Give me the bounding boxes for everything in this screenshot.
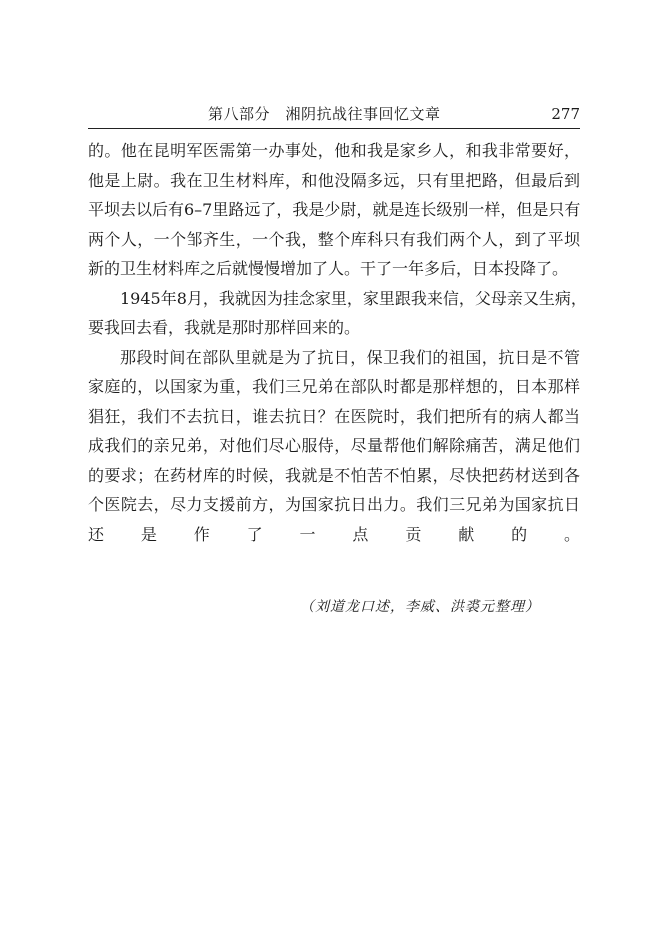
text-line: 个医院去，尽力支援前方，为国家抗日出力。我们三兄弟为国家抗日 (88, 495, 580, 514)
running-header (88, 104, 580, 126)
text-line: 还是作了一点贡献的。 (88, 524, 580, 544)
attribution: （刘道龙口述，李威、洪裘元整理） (300, 599, 540, 615)
body-text (88, 136, 587, 549)
text-line: 他是上尉。我在卫生材料库，和他没隔多远，只有里把路，但最后到 (88, 170, 580, 190)
text-line: 两个人，一个邹齐生，一个我，整个库科只有我们两个人，到了平坝 (88, 229, 580, 249)
page-number: 277 (551, 105, 580, 123)
text-line: 家庭的，以国家为重，我们三兄弟在部队时都是那样想的，日本那样 (88, 377, 580, 396)
text-line: 新的卫生材料库之后就慢慢增加了人。干了一年多后，日本投降了。 (88, 259, 569, 278)
paragraph-3 (88, 343, 580, 550)
text-line: 平坝去以后有6–7里路远了，我是少尉，就是连长级别一样，但是只有 (88, 200, 581, 219)
paragraph-1 (88, 136, 580, 284)
paragraph-2 (88, 284, 587, 343)
header-rule (88, 128, 580, 129)
text-line: 猖狂，我们不去抗日，谁去抗日？在医院时，我们把所有的病人都当 (88, 406, 580, 426)
text-line: 1945年8月，我就因为挂念家里，家里跟我来信，父母亲又生病， (120, 288, 587, 308)
section-title: 第八部分 湘阴抗战往事回忆文章 (208, 105, 441, 123)
text-line: 的要求；在药材库的时候，我就是不怕苦不怕累，尽快把药材送到各 (88, 465, 580, 485)
text-line: 的。他在昆明军医需第一办事处，他和我是家乡人，和我非常要好， (88, 141, 580, 160)
text-line: 那段时间在部队里就是为了抗日，保卫我们的祖国，抗日是不管 (120, 347, 580, 367)
text-line: 要我回去看，我就是那时那样回来的。 (88, 318, 361, 337)
text-line: 成我们的亲兄弟，对他们尽心服侍，尽量帮他们解除痛苦，满足他们 (88, 436, 580, 455)
